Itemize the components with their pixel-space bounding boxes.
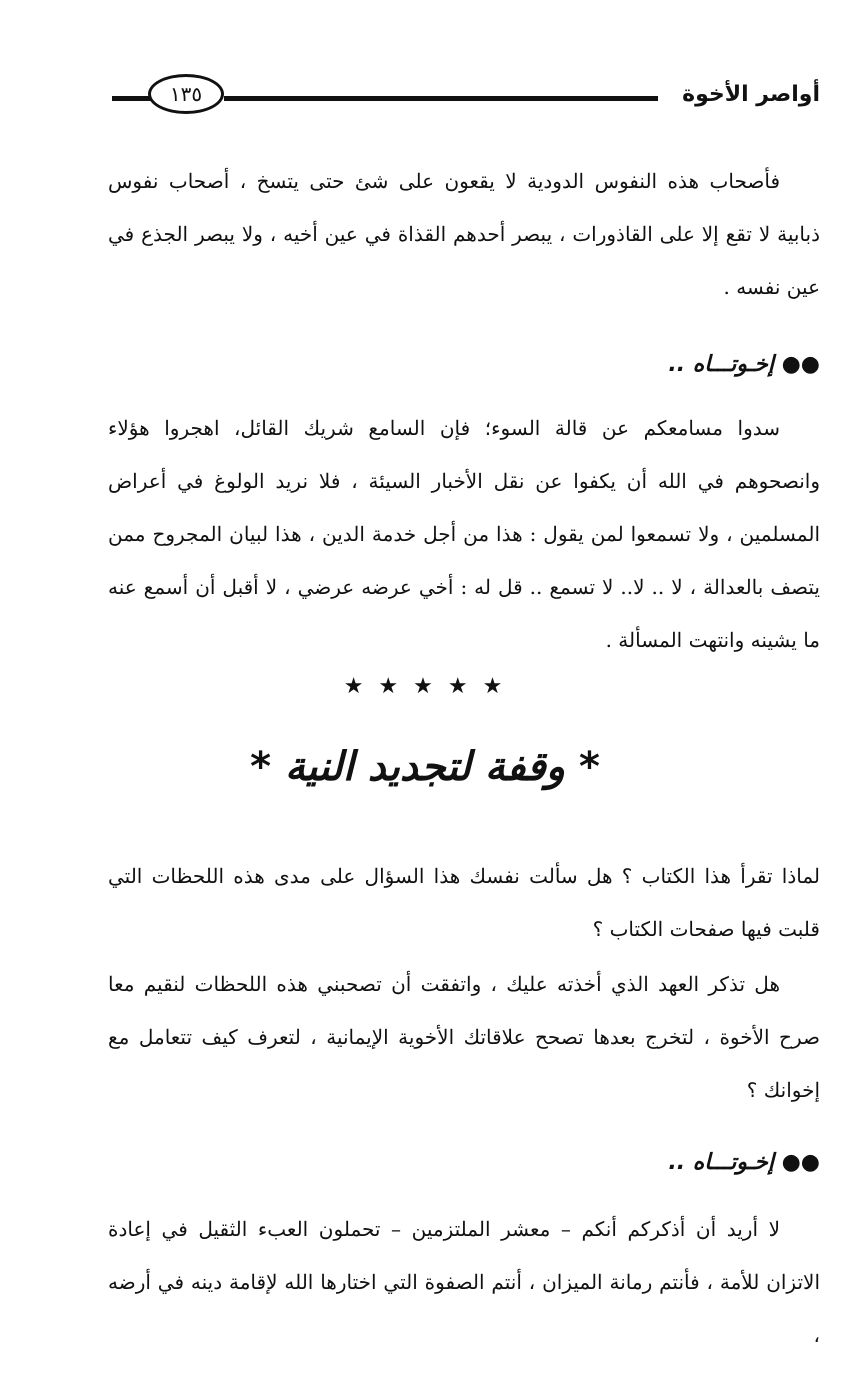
paragraph-4: هل تذكر العهد الذي أخذته عليك ، واتفقت أن تصحبني هذه اللحظات لنقيم معا صرح الأخوة ، لتخرج بعدها تصحح علاقاتك الأخوية الإيمانية ، لتعرف كيف تتعامل مع إخوانك ؟ bbox=[108, 972, 820, 1102]
header-rule-left bbox=[112, 96, 152, 101]
header-rule-right bbox=[224, 96, 658, 101]
subheading-ikhwatah-1: ●● إخـوتـــاه .. bbox=[668, 352, 820, 377]
paragraph-3: لماذا تقرأ هذا الكتاب ؟ هل سألت نفسك هذا السؤال على مدى هذه اللحظات التي قلبت فيها صفحات الكتاب ؟ bbox=[108, 864, 820, 941]
subheading-ikhwatah-2: ●● إخـوتـــاه .. bbox=[668, 1150, 820, 1175]
paragraph-5: لا أريد أن أذكركم أنكم – معشر الملتزمين – تحملون العبء الثقيل في إعادة الاتزان للأمة ، فأنتم رمانة الميزان ، أنتم الصفوة التي اختارها الله لإقامة دينه في أرضه ، bbox=[108, 1217, 820, 1347]
book-title: أواصر الأخوة bbox=[682, 82, 820, 107]
page-number: ١٣٥ bbox=[148, 74, 224, 114]
page-header bbox=[100, 72, 820, 124]
section-title: * وقفة لتجديد النية * bbox=[250, 744, 600, 790]
star-separator: ★ ★ ★ ★ ★ bbox=[343, 674, 507, 699]
paragraph-1: فأصحاب هذه النفوس الدودية لا يقعون على شئ حتى يتسخ ، أصحاب نفوس ذبابية لا تقع إلا على القاذورات ، يبصر أحدهم القذاة في عين أخيه ، ولا يبصر الجذع في عين نفسه . bbox=[108, 169, 820, 299]
paragraph-2: سدوا مسامعكم عن قالة السوء؛ فإن السامع شريك القائل، اهجروا هؤلاء وانصحوهم في الله أن يكفوا عن نقل الأخبار السيئة ، فلا نريد الولوغ في أعراض المسلمين ، ولا تسمعوا لمن يقول : هذا من أجل خدمة الدين ، هذا لبيان المجروح ممن يتصف بالعدالة ، لا .. لا.. لا تسمع .. قل له : أخي عرضه عرضي ، لا أقبل أن أسمع عنه ما يشينه وانتهت المسألة . bbox=[108, 416, 820, 652]
